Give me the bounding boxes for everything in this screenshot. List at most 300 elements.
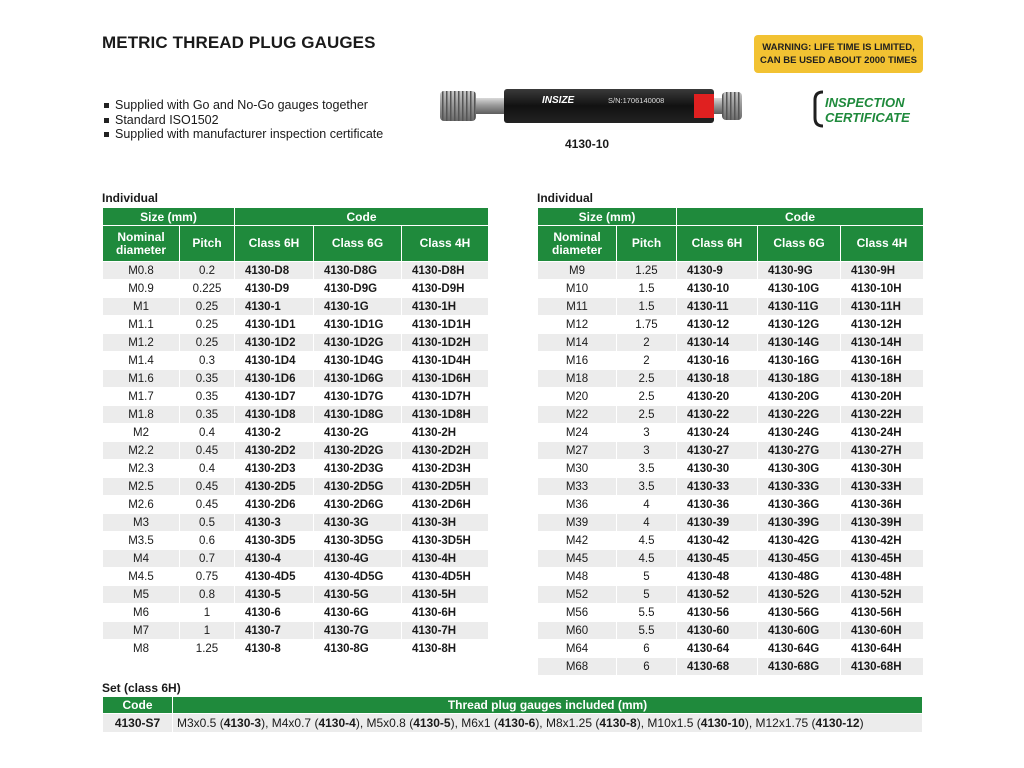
set-item-code: 4130-6 xyxy=(497,716,536,730)
pitch-cell: 4 xyxy=(617,496,677,514)
nominal-diameter-cell: M30 xyxy=(538,460,617,478)
pitch-cell: 2.5 xyxy=(617,370,677,388)
pitch-cell: 0.35 xyxy=(180,388,235,406)
nominal-diameter-cell: M1.7 xyxy=(103,388,180,406)
pitch-cell: 6 xyxy=(617,658,677,676)
nominal-diameter-cell: M56 xyxy=(538,604,617,622)
pitch-cell: 0.3 xyxy=(180,352,235,370)
table-row xyxy=(103,442,489,460)
nominal-diameter-cell: M64 xyxy=(538,640,617,658)
left-section-label: Individual xyxy=(102,191,159,205)
right-section-label: Individual xyxy=(537,191,594,205)
warning-line-1: WARNING: LIFE TIME IS LIMITED, xyxy=(762,42,915,53)
set-item-code: 4130-4 xyxy=(318,716,356,730)
class-4h-code-cell: 4130-5H xyxy=(402,586,489,604)
pitch-cell: 1.75 xyxy=(617,316,677,334)
class-6g-code-cell: 4130-1D8G xyxy=(314,406,402,424)
class-6h-code-cell: 4130-1D1 xyxy=(235,316,314,334)
class-4h-code-cell: 4130-24H xyxy=(841,424,924,442)
set-item-code: 4130-3 xyxy=(223,716,262,730)
class-4h-code-cell: 4130-30H xyxy=(841,460,924,478)
class-6g-code-cell: 4130-14G xyxy=(758,334,841,352)
nominal-diameter-cell: M2 xyxy=(103,424,180,442)
pitch-cell: 0.7 xyxy=(180,550,235,568)
class-6g-code-cell: 4130-D9G xyxy=(314,280,402,298)
nominal-diameter-cell: M52 xyxy=(538,586,617,604)
class-6h-code-cell: 4130-20 xyxy=(677,388,758,406)
pitch-cell: 6 xyxy=(617,640,677,658)
class-6h-code-cell: 4130-6 xyxy=(235,604,314,622)
product-brand-text: INSIZE xyxy=(542,95,575,106)
class-4h-code-cell: 4130-7H xyxy=(402,622,489,640)
class-4h-code-cell: 4130-22H xyxy=(841,406,924,424)
class-6g-code-cell: 4130-24G xyxy=(758,424,841,442)
class-4h-code-cell: 4130-52H xyxy=(841,586,924,604)
class-6g-code-cell: 4130-1D4G xyxy=(314,352,402,370)
pitch-cell: 0.5 xyxy=(180,514,235,532)
class-6g-code-cell: 4130-33G xyxy=(758,478,841,496)
class-6g-code-cell: 4130-16G xyxy=(758,352,841,370)
table-row xyxy=(103,550,489,568)
class-4h-code-cell: 4130-68H xyxy=(841,658,924,676)
nominal-diameter-cell: M3.5 xyxy=(103,532,180,550)
table-row xyxy=(538,370,924,388)
nominal-diameter-cell: M45 xyxy=(538,550,617,568)
class-4h-code-cell: 4130-2D6H xyxy=(402,496,489,514)
class-6h-code-cell: 4130-68 xyxy=(677,658,758,676)
class-4h-code-cell: 4130-36H xyxy=(841,496,924,514)
class-6g-code-cell: 4130-2D5G xyxy=(314,478,402,496)
table-row xyxy=(103,514,489,532)
class-6h-code-cell: 4130-42 xyxy=(677,532,758,550)
nominal-diameter-cell: M1 xyxy=(103,298,180,316)
class-6g-code-cell: 4130-36G xyxy=(758,496,841,514)
nominal-diameter-cell: M36 xyxy=(538,496,617,514)
class-6g-code-cell: 4130-1D2G xyxy=(314,334,402,352)
table-row xyxy=(538,388,924,406)
class-6g-code-cell: 4130-D8G xyxy=(314,262,402,280)
nominal-diameter-cell: M12 xyxy=(538,316,617,334)
class-6g-code-cell: 4130-3G xyxy=(314,514,402,532)
class-6h-code-cell: 4130-4D5 xyxy=(235,568,314,586)
warning-line-2: CAN BE USED ABOUT 2000 TIMES xyxy=(760,55,917,66)
class-6g-code-cell: 4130-4G xyxy=(314,550,402,568)
class-6g-code-cell: 4130-3D5G xyxy=(314,532,402,550)
class-6g-code-cell: 4130-48G xyxy=(758,568,841,586)
class-6h-code-cell: 4130-39 xyxy=(677,514,758,532)
class-6h-code-cell: 4130-2D6 xyxy=(235,496,314,514)
class-4h-code-cell: 4130-56H xyxy=(841,604,924,622)
set-item-size: M4x0.7 xyxy=(271,716,312,730)
class-6g-code-cell: 4130-7G xyxy=(314,622,402,640)
class-4h-code-cell: 4130-60H xyxy=(841,622,924,640)
class-6g-code-cell: 4130-39G xyxy=(758,514,841,532)
table-row xyxy=(103,316,489,334)
pitch-cell: 1.25 xyxy=(617,262,677,280)
nominal-diameter-cell: M4 xyxy=(103,550,180,568)
pitch-cell: 5 xyxy=(617,586,677,604)
pitch-cell: 4.5 xyxy=(617,532,677,550)
table-row xyxy=(103,568,489,586)
pitch-cell: 0.25 xyxy=(180,298,235,316)
class-6g-code-cell: 4130-8G xyxy=(314,640,402,658)
table-row xyxy=(103,352,489,370)
set-code-cell: 4130-S7 xyxy=(103,714,173,733)
nominal-diameter-cell: M48 xyxy=(538,568,617,586)
table-row xyxy=(103,298,489,316)
class-6h-code-cell: 4130-7 xyxy=(235,622,314,640)
class-6h-code-cell: 4130-1D4 xyxy=(235,352,314,370)
class-6g-code-cell: 4130-9G xyxy=(758,262,841,280)
class-6h-code-cell: 4130-12 xyxy=(677,316,758,334)
nominal-diameter-cell: M0.8 xyxy=(103,262,180,280)
set-item-size: M5x0.8 xyxy=(366,716,406,730)
nominal-diameter-cell: M1.8 xyxy=(103,406,180,424)
class-6h-code-cell: 4130-2D5 xyxy=(235,478,314,496)
class-6h-code-cell: 4130-18 xyxy=(677,370,758,388)
set-item-code: 4130-8 xyxy=(599,716,637,730)
class-4h-code-cell: 4130-3H xyxy=(402,514,489,532)
class-6g-code-cell: 4130-1D7G xyxy=(314,388,402,406)
pitch-cell: 0.45 xyxy=(180,442,235,460)
class-6h-code-cell: 4130-1D2 xyxy=(235,334,314,352)
size-header: Size (mm) xyxy=(538,208,677,226)
class-6h-code-cell: 4130-48 xyxy=(677,568,758,586)
pitch-cell: 5 xyxy=(617,568,677,586)
pitch-cell: 2 xyxy=(617,334,677,352)
nominal-diameter-cell: M6 xyxy=(103,604,180,622)
table-row xyxy=(103,370,489,388)
nominal-diameter-cell: M18 xyxy=(538,370,617,388)
class-6g-code-cell: 4130-6G xyxy=(314,604,402,622)
class-4h-code-cell: 4130-2D5H xyxy=(402,478,489,496)
feature-item: Standard ISO1502 xyxy=(104,113,383,128)
nominal-diameter-cell: M2.2 xyxy=(103,442,180,460)
class-6h-code-cell: 4130-4 xyxy=(235,550,314,568)
nominal-diameter-cell: M39 xyxy=(538,514,617,532)
class-4h-code-cell: 4130-20H xyxy=(841,388,924,406)
class-4h-code-cell: 4130-1D6H xyxy=(402,370,489,388)
class-6h-code-cell: 4130-1D7 xyxy=(235,388,314,406)
class-4h-code-cell: 4130-8H xyxy=(402,640,489,658)
set-items-cell: M3x0.5 (4130-3), M4x0.7 (4130-4), M5x0.8 (4130-5), M6x1 (4130-6), M8x1.25 (4130-8), M10x1.5 (4130-10), M12x1.75 (4130-12) xyxy=(173,714,923,733)
nominal-diameter-cell: M11 xyxy=(538,298,617,316)
pitch-cell: 5.5 xyxy=(617,622,677,640)
pitch-cell: 0.75 xyxy=(180,568,235,586)
class-6g-code-cell: 4130-18G xyxy=(758,370,841,388)
class-4h-code-cell: 4130-39H xyxy=(841,514,924,532)
table-row xyxy=(538,514,924,532)
set-item-size: M6x1 xyxy=(461,716,491,730)
nominal-diameter-header xyxy=(538,226,617,262)
nominal-diameter-cell: M9 xyxy=(538,262,617,280)
table-row xyxy=(538,568,924,586)
table-row xyxy=(103,640,489,658)
class-6h-header: Class 6H xyxy=(677,226,758,262)
pitch-header: Pitch xyxy=(180,226,235,262)
nominal-diameter-cell: M2.5 xyxy=(103,478,180,496)
nominal-diameter-cell: M68 xyxy=(538,658,617,676)
class-6h-code-cell: 4130-24 xyxy=(677,424,758,442)
class-4h-code-cell: 4130-2D2H xyxy=(402,442,489,460)
class-6h-code-cell: 4130-33 xyxy=(677,478,758,496)
pitch-cell: 1.5 xyxy=(617,298,677,316)
class-4h-code-cell: 4130-1D1H xyxy=(402,316,489,334)
product-code: 4130-10 xyxy=(565,137,610,151)
class-6h-code-cell: 4130-9 xyxy=(677,262,758,280)
class-6g-code-cell: 4130-2D6G xyxy=(314,496,402,514)
class-6g-code-cell: 4130-45G xyxy=(758,550,841,568)
class-4h-code-cell: 4130-12H xyxy=(841,316,924,334)
class-4h-code-cell: 4130-4H xyxy=(402,550,489,568)
class-4h-code-cell: 4130-64H xyxy=(841,640,924,658)
class-4h-code-cell: 4130-1D2H xyxy=(402,334,489,352)
class-6h-header: Class 6H xyxy=(235,226,314,262)
class-6g-code-cell: 4130-52G xyxy=(758,586,841,604)
pitch-cell: 4 xyxy=(617,514,677,532)
table-row xyxy=(103,406,489,424)
class-6h-code-cell: 4130-3D5 xyxy=(235,532,314,550)
feature-item: Supplied with manufacturer inspection certificate xyxy=(104,127,383,142)
class-6h-code-cell: 4130-22 xyxy=(677,406,758,424)
table-row xyxy=(538,406,924,424)
nominal-diameter-cell: M27 xyxy=(538,442,617,460)
pitch-cell: 0.25 xyxy=(180,334,235,352)
pitch-cell: 1.25 xyxy=(180,640,235,658)
table-row xyxy=(538,622,924,640)
class-6h-code-cell: 4130-D9 xyxy=(235,280,314,298)
pitch-cell: 2.5 xyxy=(617,388,677,406)
nominal-diameter-cell: M10 xyxy=(538,280,617,298)
size-header: Size (mm) xyxy=(103,208,235,226)
nominal-diameter-cell: M5 xyxy=(103,586,180,604)
cert-line-1: INSPECTION xyxy=(825,95,905,110)
class-4h-code-cell: 4130-9H xyxy=(841,262,924,280)
nominal-diameter-cell: M1.2 xyxy=(103,334,180,352)
class-6g-code-cell: 4130-4D5G xyxy=(314,568,402,586)
nominal-diameter-cell: M1.1 xyxy=(103,316,180,334)
pitch-cell: 2.5 xyxy=(617,406,677,424)
inspection-certificate-logo xyxy=(813,90,925,128)
table-row xyxy=(103,334,489,352)
table-row xyxy=(103,388,489,406)
class-6g-code-cell: 4130-2D2G xyxy=(314,442,402,460)
class-4h-code-cell: 4130-2H xyxy=(402,424,489,442)
nominal-diameter-cell: M4.5 xyxy=(103,568,180,586)
class-4h-header: Class 4H xyxy=(402,226,489,262)
table-row xyxy=(538,640,924,658)
class-4h-code-cell: 4130-1D7H xyxy=(402,388,489,406)
class-6g-code-cell: 4130-60G xyxy=(758,622,841,640)
table-row xyxy=(538,424,924,442)
class-6g-code-cell: 4130-11G xyxy=(758,298,841,316)
nominal-diameter-cell: M8 xyxy=(103,640,180,658)
table-row xyxy=(538,262,924,280)
table-row xyxy=(103,280,489,298)
class-4h-code-cell: 4130-42H xyxy=(841,532,924,550)
class-4h-code-cell: 4130-10H xyxy=(841,280,924,298)
class-6g-code-cell: 4130-10G xyxy=(758,280,841,298)
table-row xyxy=(103,496,489,514)
set-code-header: Code xyxy=(103,697,173,714)
class-6h-code-cell: 4130-1 xyxy=(235,298,314,316)
class-4h-code-cell: 4130-11H xyxy=(841,298,924,316)
nominal-diameter-cell: M0.9 xyxy=(103,280,180,298)
class-6g-code-cell: 4130-42G xyxy=(758,532,841,550)
pitch-cell: 0.45 xyxy=(180,496,235,514)
class-4h-code-cell: 4130-1D4H xyxy=(402,352,489,370)
table-row xyxy=(538,460,924,478)
table-row xyxy=(103,532,489,550)
table-row xyxy=(103,262,489,280)
feature-item: Supplied with Go and No-Go gauges together xyxy=(104,98,383,113)
class-6h-code-cell: 4130-2 xyxy=(235,424,314,442)
pitch-cell: 3.5 xyxy=(617,478,677,496)
class-4h-code-cell: 4130-33H xyxy=(841,478,924,496)
nominal-diameter-cell: M16 xyxy=(538,352,617,370)
class-4h-code-cell: 4130-18H xyxy=(841,370,924,388)
nominal-diameter-cell: M22 xyxy=(538,406,617,424)
table-row xyxy=(538,298,924,316)
pitch-cell: 0.35 xyxy=(180,406,235,424)
table-row xyxy=(538,478,924,496)
set-item-size: M8x1.25 xyxy=(545,716,593,730)
table-row xyxy=(538,496,924,514)
set-item-code: 4130-12 xyxy=(815,716,860,730)
table-row xyxy=(538,352,924,370)
nominal-header-line-2: diameter xyxy=(115,242,167,257)
pitch-cell: 0.2 xyxy=(180,262,235,280)
table-row xyxy=(538,658,924,676)
class-6g-code-cell: 4130-1G xyxy=(314,298,402,316)
class-6h-code-cell: 4130-2D2 xyxy=(235,442,314,460)
pitch-cell: 1.5 xyxy=(617,280,677,298)
class-6g-code-cell: 4130-56G xyxy=(758,604,841,622)
right-gauge-table xyxy=(537,207,924,676)
pitch-cell: 0.225 xyxy=(180,280,235,298)
class-6h-code-cell: 4130-14 xyxy=(677,334,758,352)
table-row xyxy=(103,478,489,496)
nominal-diameter-cell: M60 xyxy=(538,622,617,640)
class-6h-code-cell: 4130-3 xyxy=(235,514,314,532)
class-6h-code-cell: 4130-45 xyxy=(677,550,758,568)
set-table xyxy=(102,696,923,733)
set-item-size: M12x1.75 xyxy=(755,716,809,730)
table-row xyxy=(103,460,489,478)
pitch-cell: 0.4 xyxy=(180,424,235,442)
pitch-cell: 3.5 xyxy=(617,460,677,478)
set-item-code: 4130-5 xyxy=(413,716,451,730)
pitch-cell: 3 xyxy=(617,424,677,442)
nominal-diameter-cell: M33 xyxy=(538,478,617,496)
class-6h-code-cell: 4130-1D8 xyxy=(235,406,314,424)
set-item-code: 4130-10 xyxy=(700,716,745,730)
pitch-cell: 1 xyxy=(180,622,235,640)
pitch-cell: 0.35 xyxy=(180,370,235,388)
table-row xyxy=(538,532,924,550)
nominal-diameter-header xyxy=(103,226,180,262)
pitch-cell: 1 xyxy=(180,604,235,622)
class-6h-code-cell: 4130-8 xyxy=(235,640,314,658)
class-4h-code-cell: 4130-16H xyxy=(841,352,924,370)
code-header: Code xyxy=(677,208,924,226)
class-4h-code-cell: 4130-1H xyxy=(402,298,489,316)
class-6g-code-cell: 4130-27G xyxy=(758,442,841,460)
table-row xyxy=(538,334,924,352)
nominal-header-line-1: Nominal xyxy=(117,229,165,244)
pitch-cell: 0.25 xyxy=(180,316,235,334)
pitch-cell: 2 xyxy=(617,352,677,370)
nominal-diameter-cell: M1.6 xyxy=(103,370,180,388)
pitch-cell: 0.4 xyxy=(180,460,235,478)
class-6g-code-cell: 4130-2D3G xyxy=(314,460,402,478)
table-row xyxy=(538,604,924,622)
class-6g-code-cell: 4130-30G xyxy=(758,460,841,478)
cert-line-2: CERTIFICATE xyxy=(825,110,910,125)
thread-plug-gauge-image xyxy=(438,86,744,126)
class-4h-code-cell: 4130-4D5H xyxy=(402,568,489,586)
nominal-header-line-2: diameter xyxy=(551,242,603,257)
class-6g-code-cell: 4130-1D6G xyxy=(314,370,402,388)
table-row xyxy=(103,604,489,622)
table-row xyxy=(103,586,489,604)
class-6h-code-cell: 4130-11 xyxy=(677,298,758,316)
class-6g-code-cell: 4130-12G xyxy=(758,316,841,334)
class-6h-code-cell: 4130-27 xyxy=(677,442,758,460)
class-4h-code-cell: 4130-D8H xyxy=(402,262,489,280)
class-4h-code-cell: 4130-1D8H xyxy=(402,406,489,424)
table-row xyxy=(538,442,924,460)
nominal-diameter-cell: M42 xyxy=(538,532,617,550)
nominal-diameter-cell: M2.3 xyxy=(103,460,180,478)
class-6g-code-cell: 4130-5G xyxy=(314,586,402,604)
table-row xyxy=(103,714,923,733)
feature-list xyxy=(104,98,383,142)
table-row xyxy=(538,586,924,604)
class-6g-code-cell: 4130-2G xyxy=(314,424,402,442)
table-row xyxy=(103,424,489,442)
class-4h-code-cell: 4130-6H xyxy=(402,604,489,622)
nominal-diameter-cell: M3 xyxy=(103,514,180,532)
table-row xyxy=(538,550,924,568)
class-6h-code-cell: 4130-52 xyxy=(677,586,758,604)
class-6h-code-cell: 4130-1D6 xyxy=(235,370,314,388)
class-6h-code-cell: 4130-56 xyxy=(677,604,758,622)
class-4h-code-cell: 4130-3D5H xyxy=(402,532,489,550)
set-section-label: Set (class 6H) xyxy=(102,681,181,695)
table-row xyxy=(538,280,924,298)
pitch-cell: 3 xyxy=(617,442,677,460)
pitch-cell: 5.5 xyxy=(617,604,677,622)
class-6h-code-cell: 4130-36 xyxy=(677,496,758,514)
class-6g-header: Class 6G xyxy=(314,226,402,262)
nominal-diameter-cell: M24 xyxy=(538,424,617,442)
class-6h-code-cell: 4130-10 xyxy=(677,280,758,298)
nominal-diameter-cell: M1.4 xyxy=(103,352,180,370)
class-6h-code-cell: 4130-64 xyxy=(677,640,758,658)
left-gauge-table xyxy=(102,207,489,658)
class-6h-code-cell: 4130-5 xyxy=(235,586,314,604)
code-header: Code xyxy=(235,208,489,226)
class-4h-code-cell: 4130-14H xyxy=(841,334,924,352)
class-6h-code-cell: 4130-60 xyxy=(677,622,758,640)
nominal-diameter-cell: M7 xyxy=(103,622,180,640)
page-title: METRIC THREAD PLUG GAUGES xyxy=(102,33,376,52)
class-4h-code-cell: 4130-D9H xyxy=(402,280,489,298)
class-6h-code-cell: 4130-2D3 xyxy=(235,460,314,478)
product-serial-text: S/N:1706140008 xyxy=(608,96,665,105)
class-6h-code-cell: 4130-D8 xyxy=(235,262,314,280)
